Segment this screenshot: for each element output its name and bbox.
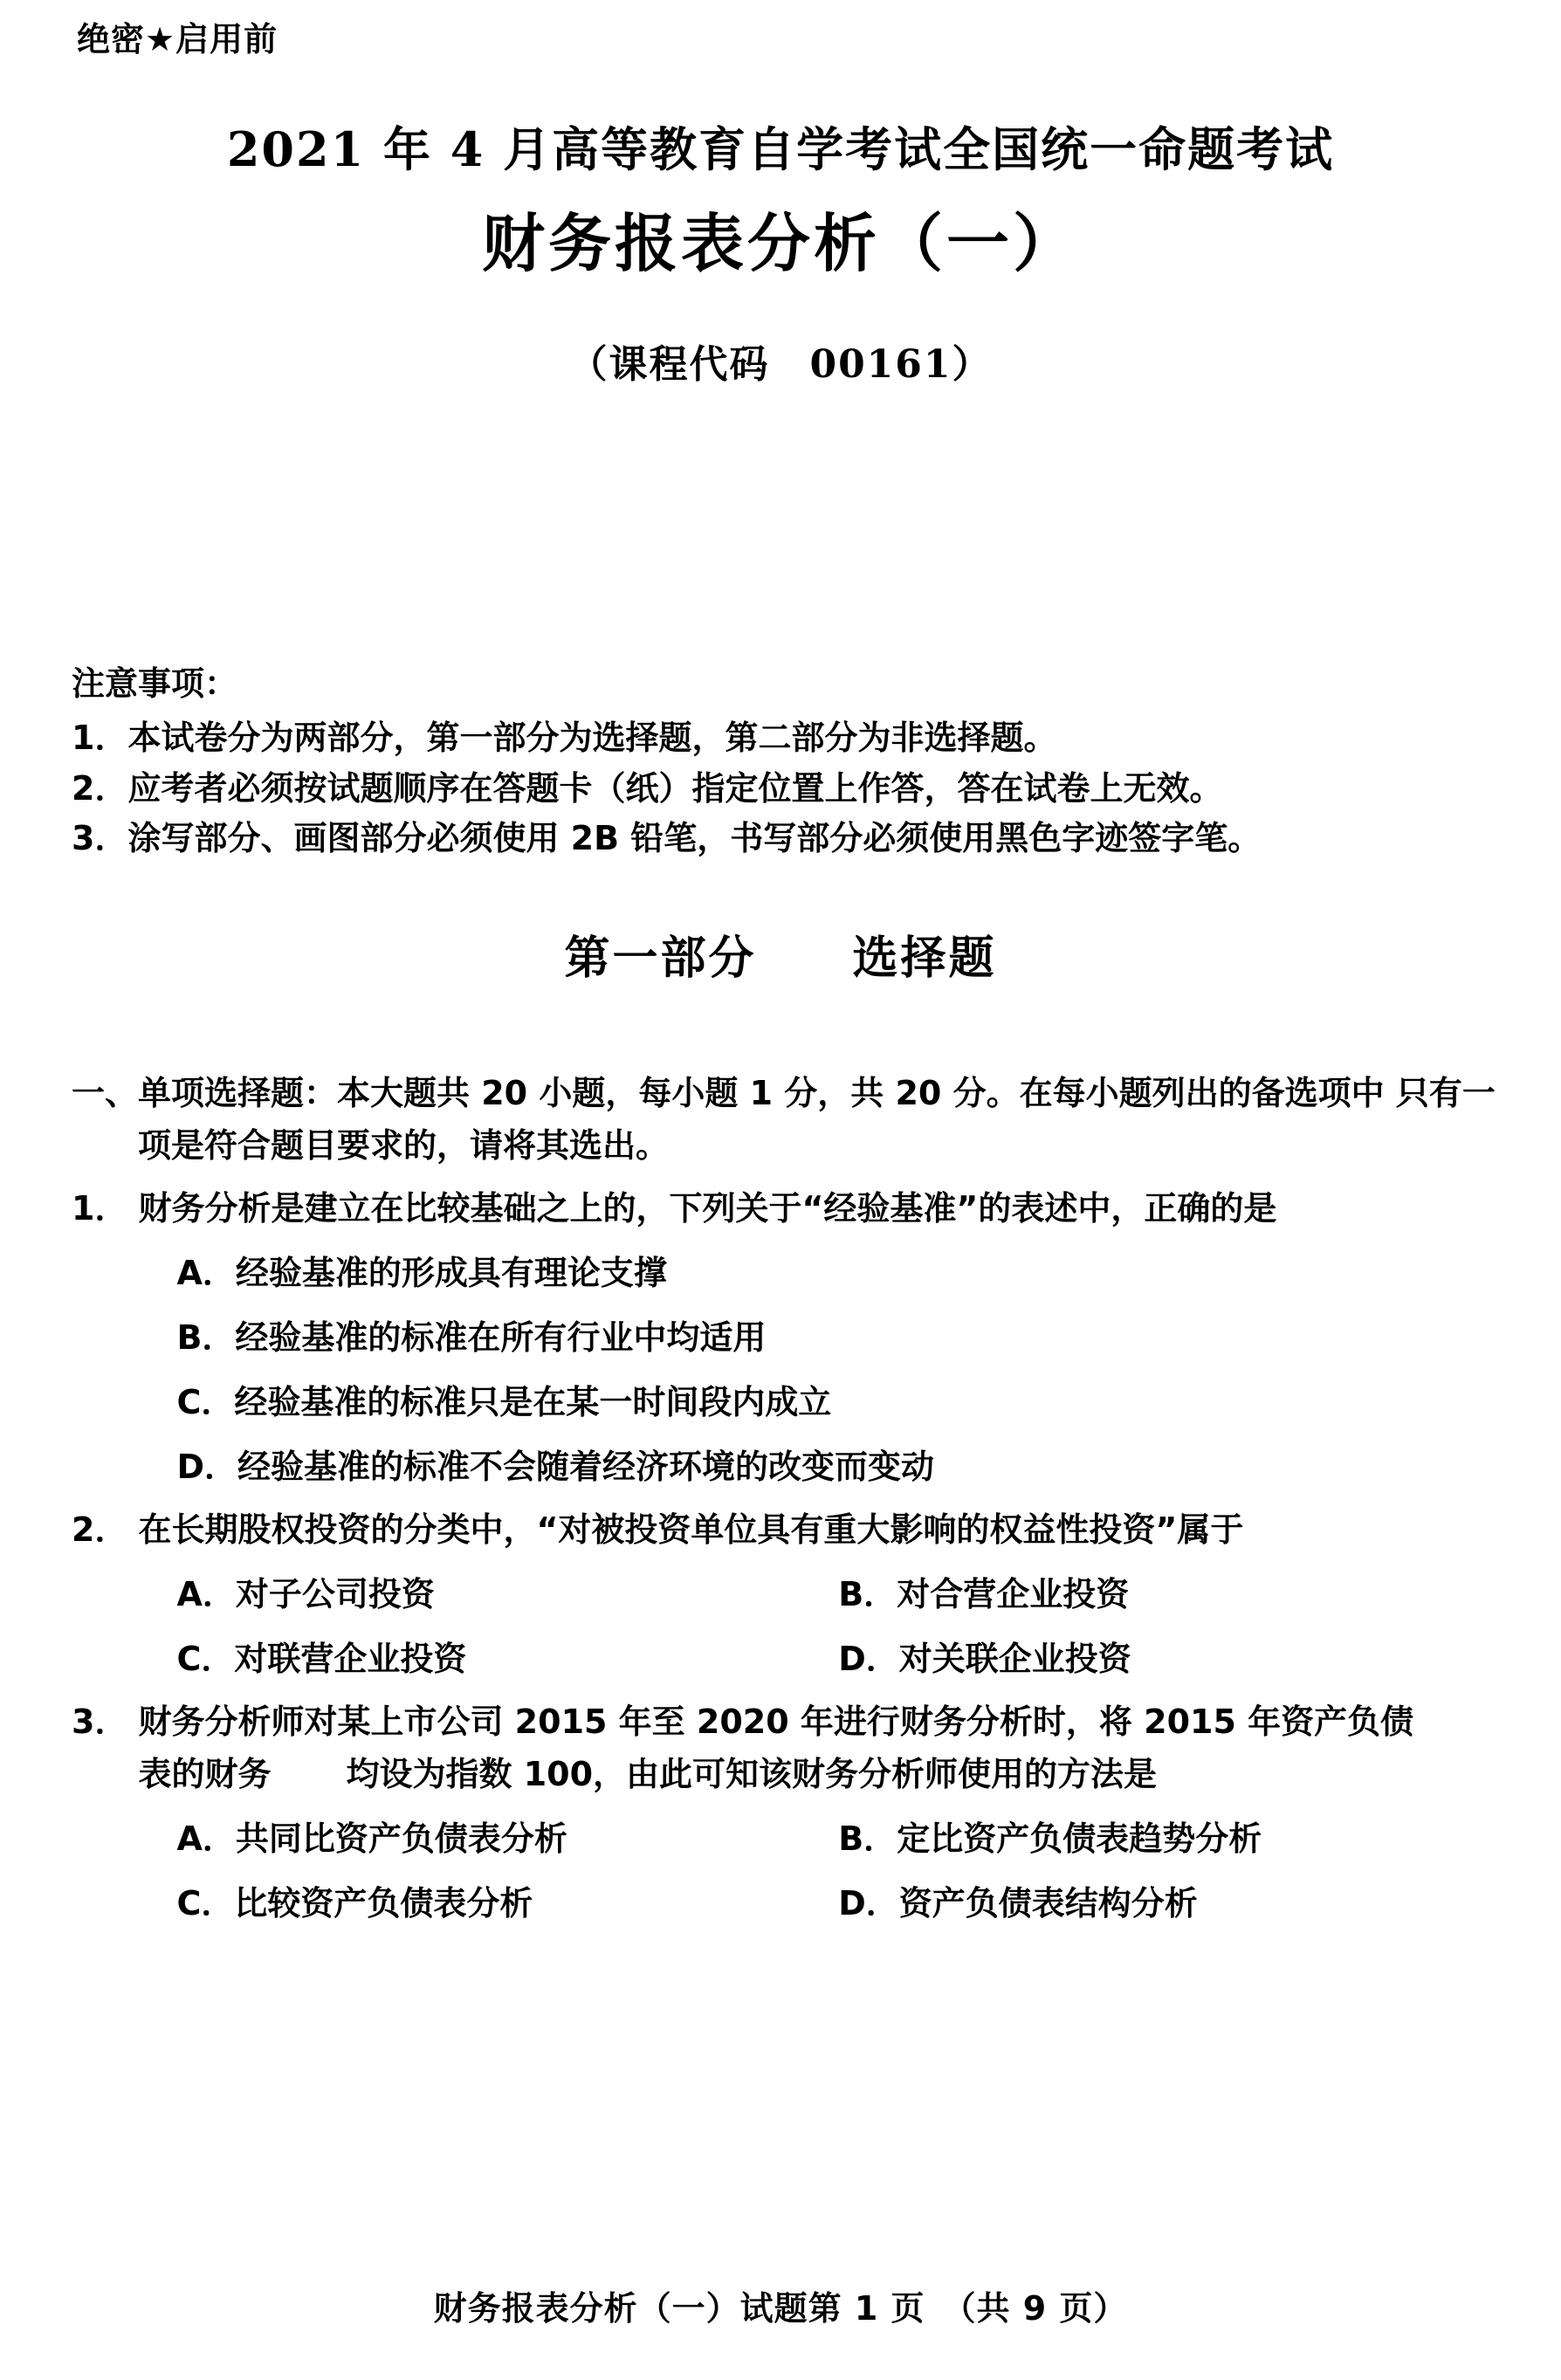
option-b-text: 对合营企业投资	[897, 1575, 1130, 1614]
option-b[interactable]	[838, 1568, 1500, 1620]
option-c[interactable]	[176, 1633, 838, 1685]
option-b[interactable]	[838, 1813, 1500, 1865]
option-a[interactable]	[176, 1568, 838, 1620]
option-d[interactable]	[838, 1633, 1500, 1685]
option-c[interactable]	[176, 1877, 838, 1929]
section-intro-line-2: 只有一项是符合题目要求的，请将其选出。	[138, 1074, 1496, 1166]
option-list	[138, 1800, 1500, 1929]
question-number: 2．	[72, 1510, 128, 1550]
question-number: 1．	[72, 1189, 128, 1228]
exam-title-line: 2021 年 4 月高等教育自学考试全国统一命题考试	[226, 121, 1335, 177]
instruction-item-3: 3．涂写部分、画图部分必须使用 2B 铅笔，书写部分必须使用黑色字迹签字笔。	[72, 819, 1262, 858]
option-b-label: B．	[176, 1318, 236, 1358]
option-d-text: 对关联企业投资	[898, 1640, 1131, 1679]
page-title: 财务报表分析（一）	[481, 207, 1079, 281]
option-d-text: 经验基准的标准不会随着经济环境的改变而变动	[237, 1448, 935, 1487]
section-marker: 一、	[72, 1074, 139, 1112]
option-c-text: 比较资产负债表分析	[234, 1884, 533, 1923]
option-d-label: D．	[838, 1884, 899, 1923]
question-item	[72, 1182, 1500, 1493]
option-a-label: A．	[176, 1575, 236, 1614]
question-stem: 在长期股权投资的分类中，“对被投资单位具有重大影响的权益性投资”属于	[138, 1510, 1244, 1550]
option-c-text: 经验基准的标准只是在某一时间段内成立	[234, 1383, 832, 1422]
option-c-label: C．	[176, 1884, 235, 1923]
option-a[interactable]	[176, 1813, 838, 1865]
question-body	[138, 1503, 1500, 1685]
option-a-text: 经验基准的形成具有理论支撑	[235, 1254, 667, 1293]
page-header	[0, 122, 1561, 389]
instruction-item-2: 2．应考者必须按试题顺序在答题卡（纸）指定位置上作答，答在试卷上无效。	[72, 768, 1223, 808]
question-number: 3．	[72, 1702, 128, 1742]
secrecy-mark: 绝密★启用前	[77, 20, 279, 58]
section-intro	[72, 1067, 1500, 1172]
option-c-text: 对联营企业投资	[234, 1640, 467, 1679]
option-d-label: D．	[838, 1640, 899, 1679]
option-c-label: C．	[176, 1383, 235, 1422]
instruction-item-1: 1．本试卷分为两部分，第一部分为选择题，第二部分为非选择题。	[72, 718, 1057, 757]
option-b-text: 经验基准的标准在所有行业中均适用	[235, 1318, 767, 1358]
question-stem-suffix: 均设为指数 100，由此可知该财务分析师使用的方法是	[346, 1755, 1158, 1794]
option-a-text: 对子公司投资	[235, 1575, 435, 1614]
option-d[interactable]	[838, 1877, 1500, 1929]
option-b[interactable]	[138, 1311, 1500, 1364]
option-a-label: A．	[176, 1819, 236, 1859]
option-list	[138, 1556, 1500, 1685]
option-c-label: C．	[176, 1640, 235, 1679]
page-footer: 财务报表分析（一）试题第 1 页 （共 9 页）	[433, 2289, 1128, 2328]
option-list	[138, 1247, 1500, 1493]
option-b-label: B．	[838, 1819, 897, 1859]
option-d-text: 资产负债表结构分析	[898, 1884, 1198, 1923]
part-one-heading: 第一部分 选择题	[564, 932, 997, 985]
question-item	[72, 1696, 1500, 1929]
question-body	[138, 1696, 1500, 1929]
section-intro-line-1: 单项选择题：本大题共 20 小题，每小题 1 分，共 20 分。在每小题列出的备选项中	[138, 1074, 1385, 1112]
question-body	[138, 1182, 1500, 1493]
question-stem: 财务分析是建立在比较基础之上的，下列关于“经验基准”的表述中，正确的是	[138, 1189, 1277, 1228]
question-item	[72, 1503, 1500, 1685]
instructions-block	[72, 659, 1503, 864]
option-a-label: A．	[176, 1254, 236, 1293]
option-c[interactable]	[138, 1376, 1500, 1428]
questions-area	[72, 1067, 1500, 1929]
option-b-label: B．	[838, 1575, 897, 1614]
option-a[interactable]	[138, 1247, 1500, 1299]
option-d-label: D．	[176, 1448, 237, 1487]
question-stem-continued	[138, 1748, 1500, 1800]
option-a-text: 共同比资产负债表分析	[235, 1819, 567, 1859]
course-code: （课程代码 00161）	[568, 341, 993, 387]
question-stem-prefix: 表的财务	[138, 1755, 272, 1794]
question-stem: 财务分析师对某上市公司 2015 年至 2020 年进行财务分析时，将 2015 年资产负债	[138, 1702, 1414, 1742]
instructions-title: 注意事项：	[72, 664, 238, 703]
option-d[interactable]	[138, 1441, 1500, 1493]
option-b-text: 定比资产负债表趋势分析	[897, 1819, 1262, 1859]
section-intro-body	[138, 1067, 1500, 1172]
